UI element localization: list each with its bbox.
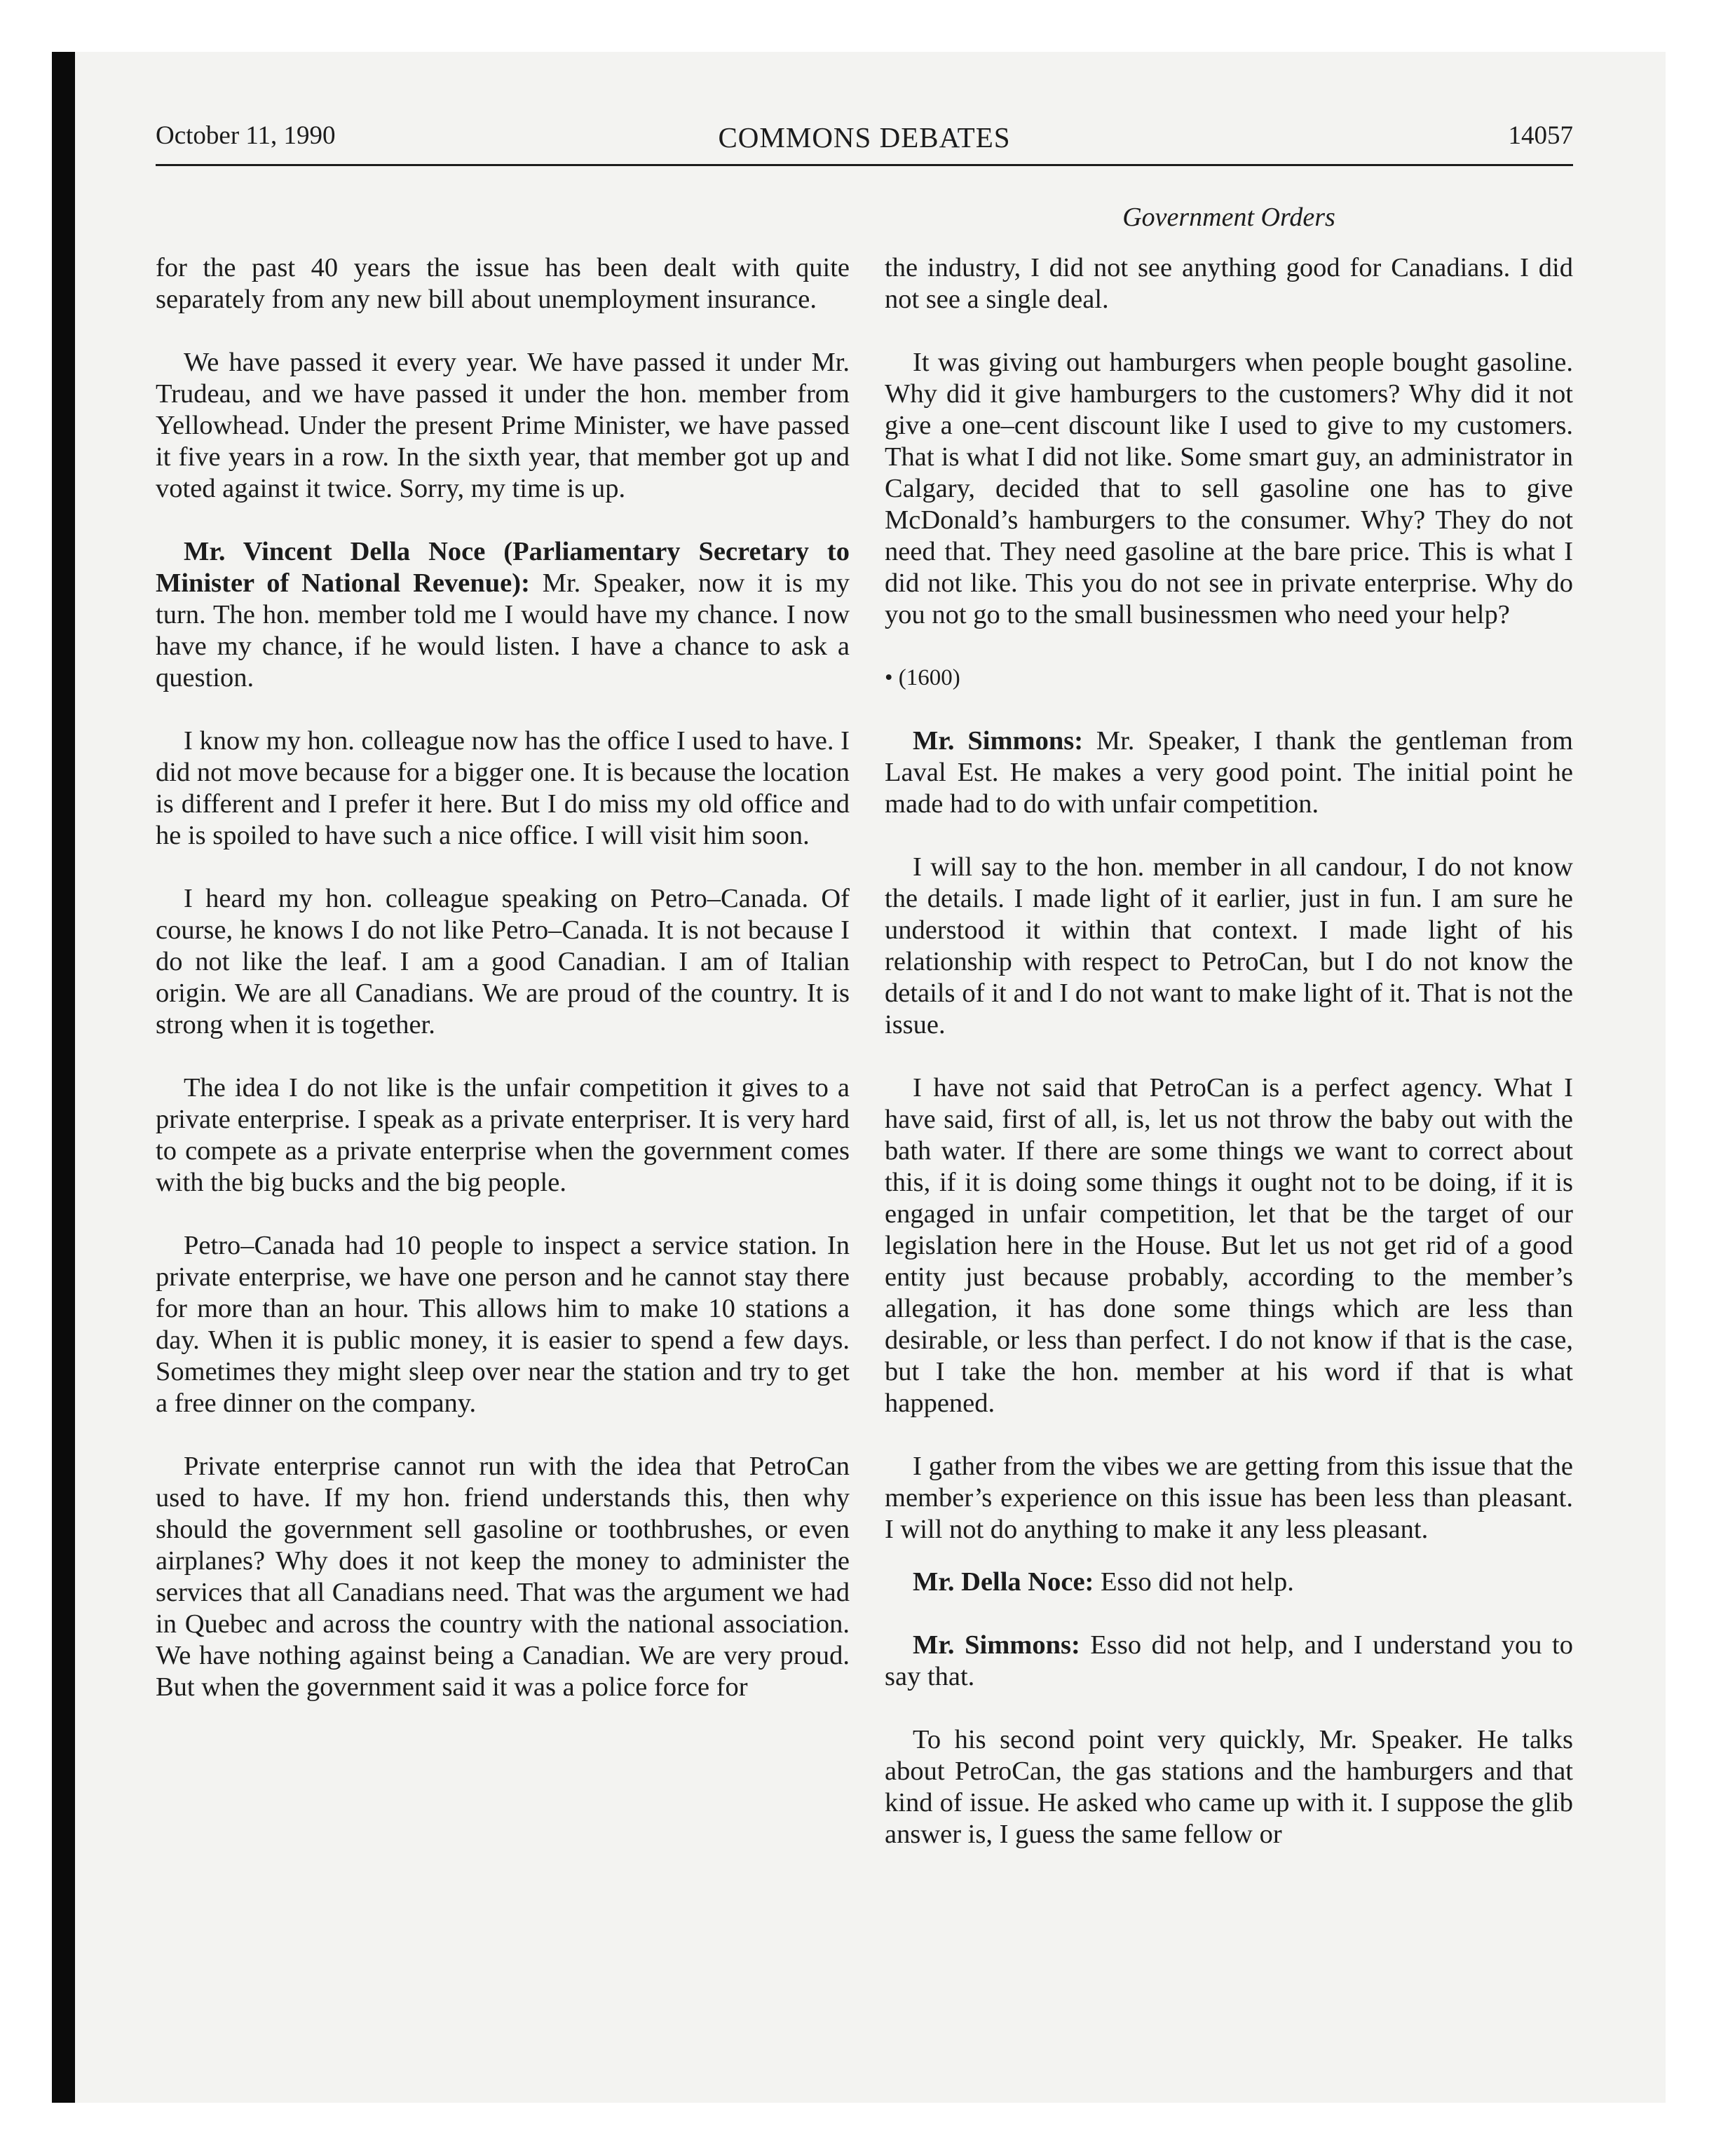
page-number: 14057 [1508, 121, 1573, 150]
speech-paragraph [885, 725, 1573, 820]
paragraph: Private enterprise cannot run with the idea that PetroCan used to have. If my hon. friend understands this, then why should the government sell gasoline or toothbrushes, or even airplanes? Why does it not keep the money to administer the services that all Canadians need. That was the argument we had in Quebec and across the country with the national association. We have nothing against being a Canadian. We are very proud. But when the government said it was a police force for [156, 1452, 850, 1702]
paragraph: To his second point very quickly, Mr. Speaker. He talks about PetroCan, the gas stations and the hamburgers and that kind of issue. He asked who came up with it. I suppose the glib answer is, I guess the same fellow or [885, 1725, 1573, 1849]
paragraph: Petro–Canada had 10 people to inspect a service station. In private enterprise, we have one person and he cannot stay there for more than an hour. This allows him to make 10 stations a day. When it is public money, it is easier to spend a few days. Sometimes they might sleep over near the station and try to get a free dinner on the company. [156, 1231, 850, 1418]
speech-paragraph [885, 1630, 1573, 1693]
paragraph: for the past 40 years the issue has been dealt with quite separately from any new bill about unemployment insurance. [156, 253, 850, 314]
time-marker: • (1600) [885, 665, 960, 690]
speaker-name: Mr. Simmons: [913, 1630, 1080, 1660]
speech-paragraph [156, 536, 850, 694]
speech-text: Mr. Speaker, now it is my turn. The hon. member told me I would have my chance. I now have my chance, if he would listen. I have a chance to ask a question. [156, 568, 850, 692]
header-date: October 11, 1990 [156, 121, 336, 150]
paragraph: the industry, I did not see anything good for Canadians. I did not see a single deal. [885, 253, 1573, 314]
speaker-name: Mr. Simmons: [913, 726, 1084, 756]
binding-edge-shadow [52, 52, 75, 2103]
left-column [156, 252, 850, 1735]
paragraph: I know my hon. colleague now has the office I used to have. I did not move because for a bigger one. It is because the location is different and I prefer it here. But I do miss my old office and he is spoiled to have such a nice office. I will visit him soon. [156, 726, 850, 850]
paragraph: I heard my hon. colleague speaking on Petro–Canada. Of course, he knows I do not like Petro–Canada. It is not because I do not like the leaf. I am a good Canadian. I am of Italian origin. We are all Canadians. We are proud of the country. It is strong when it is together. [156, 884, 850, 1039]
right-column [885, 252, 1573, 1882]
paragraph: It was giving out hamburgers when people bought gasoline. Why did it give hamburgers to the customers? Why did it not give a one–cent discount like I used to give to my customers. That is what I did not like. Some smart guy, an administrator in Calgary, decided that to sell gasoline one has to give McDonald’s hamburgers to the consumer. Why? They do not need that. They need gasoline at the bare price. This is what I did not like. This you do not see in private enterprise. Why do you not go to the small businessmen who need your help? [885, 348, 1573, 629]
header-title: COMMONS DEBATES [718, 121, 1011, 153]
running-head [156, 121, 1573, 164]
speech-text: Esso did not help. [1094, 1567, 1294, 1597]
paragraph: I have not said that PetroCan is a perfect agency. What I have said, first of all, is, let us not throw the baby out with the bath water. If there are some things we want to correct about this, if it is doing some things it ought not to be doing, if it is engaged in unfair competition, let that be the target of our legislation here in the House. But let us not get rid of a good entity just because probably, according to the member’s allegation, it has done some things which are less than desirable, or less than perfect. I do not know if that is the case, but I take the hon. member at his word if that is what happened. [885, 1073, 1573, 1418]
paragraph: I gather from the vibes we are getting from this issue that the member’s experience on this issue has been less than pleasant. I will not do anything to make it any less pleasant. [885, 1452, 1573, 1544]
section-heading: Government Orders [1122, 203, 1335, 232]
header-rule [156, 164, 1573, 166]
speech-text: Esso did not help, and I understand you to say that. [885, 1630, 1573, 1691]
paragraph: The idea I do not like is the unfair competition it gives to a private enterprise. I speak as a private enterpriser. It is very hard to compete as a private enterprise when the government comes with the big bucks and the big people. [156, 1073, 850, 1197]
speaker-name: Mr. Della Noce: [913, 1567, 1094, 1597]
speech-paragraph [885, 1567, 1573, 1598]
paragraph: We have passed it every year. We have passed it under Mr. Trudeau, and we have passed it under the hon. member from Yellowhead. Under the present Prime Minister, we have passed it five years in a row. In the sixth year, that member got up and voted against it twice. Sorry, my time is up. [156, 348, 850, 503]
speech-text: Mr. Speaker, I thank the gentleman from Laval Est. He makes a very good point. The initial point he made had to do with unfair competition. [885, 726, 1574, 819]
paragraph: I will say to the hon. member in all candour, I do not know the details. I made light of it earlier, just in fun. I am sure he understood it within that context. I made light of his relationship with respect to PetroCan, but I do not know the details of it and I do not want to make light of it. That is not the issue. [885, 852, 1573, 1039]
speaker-name: Mr. Vincent Della Noce (Parliamentary Secretary to Minister of National Revenue): [156, 537, 850, 598]
